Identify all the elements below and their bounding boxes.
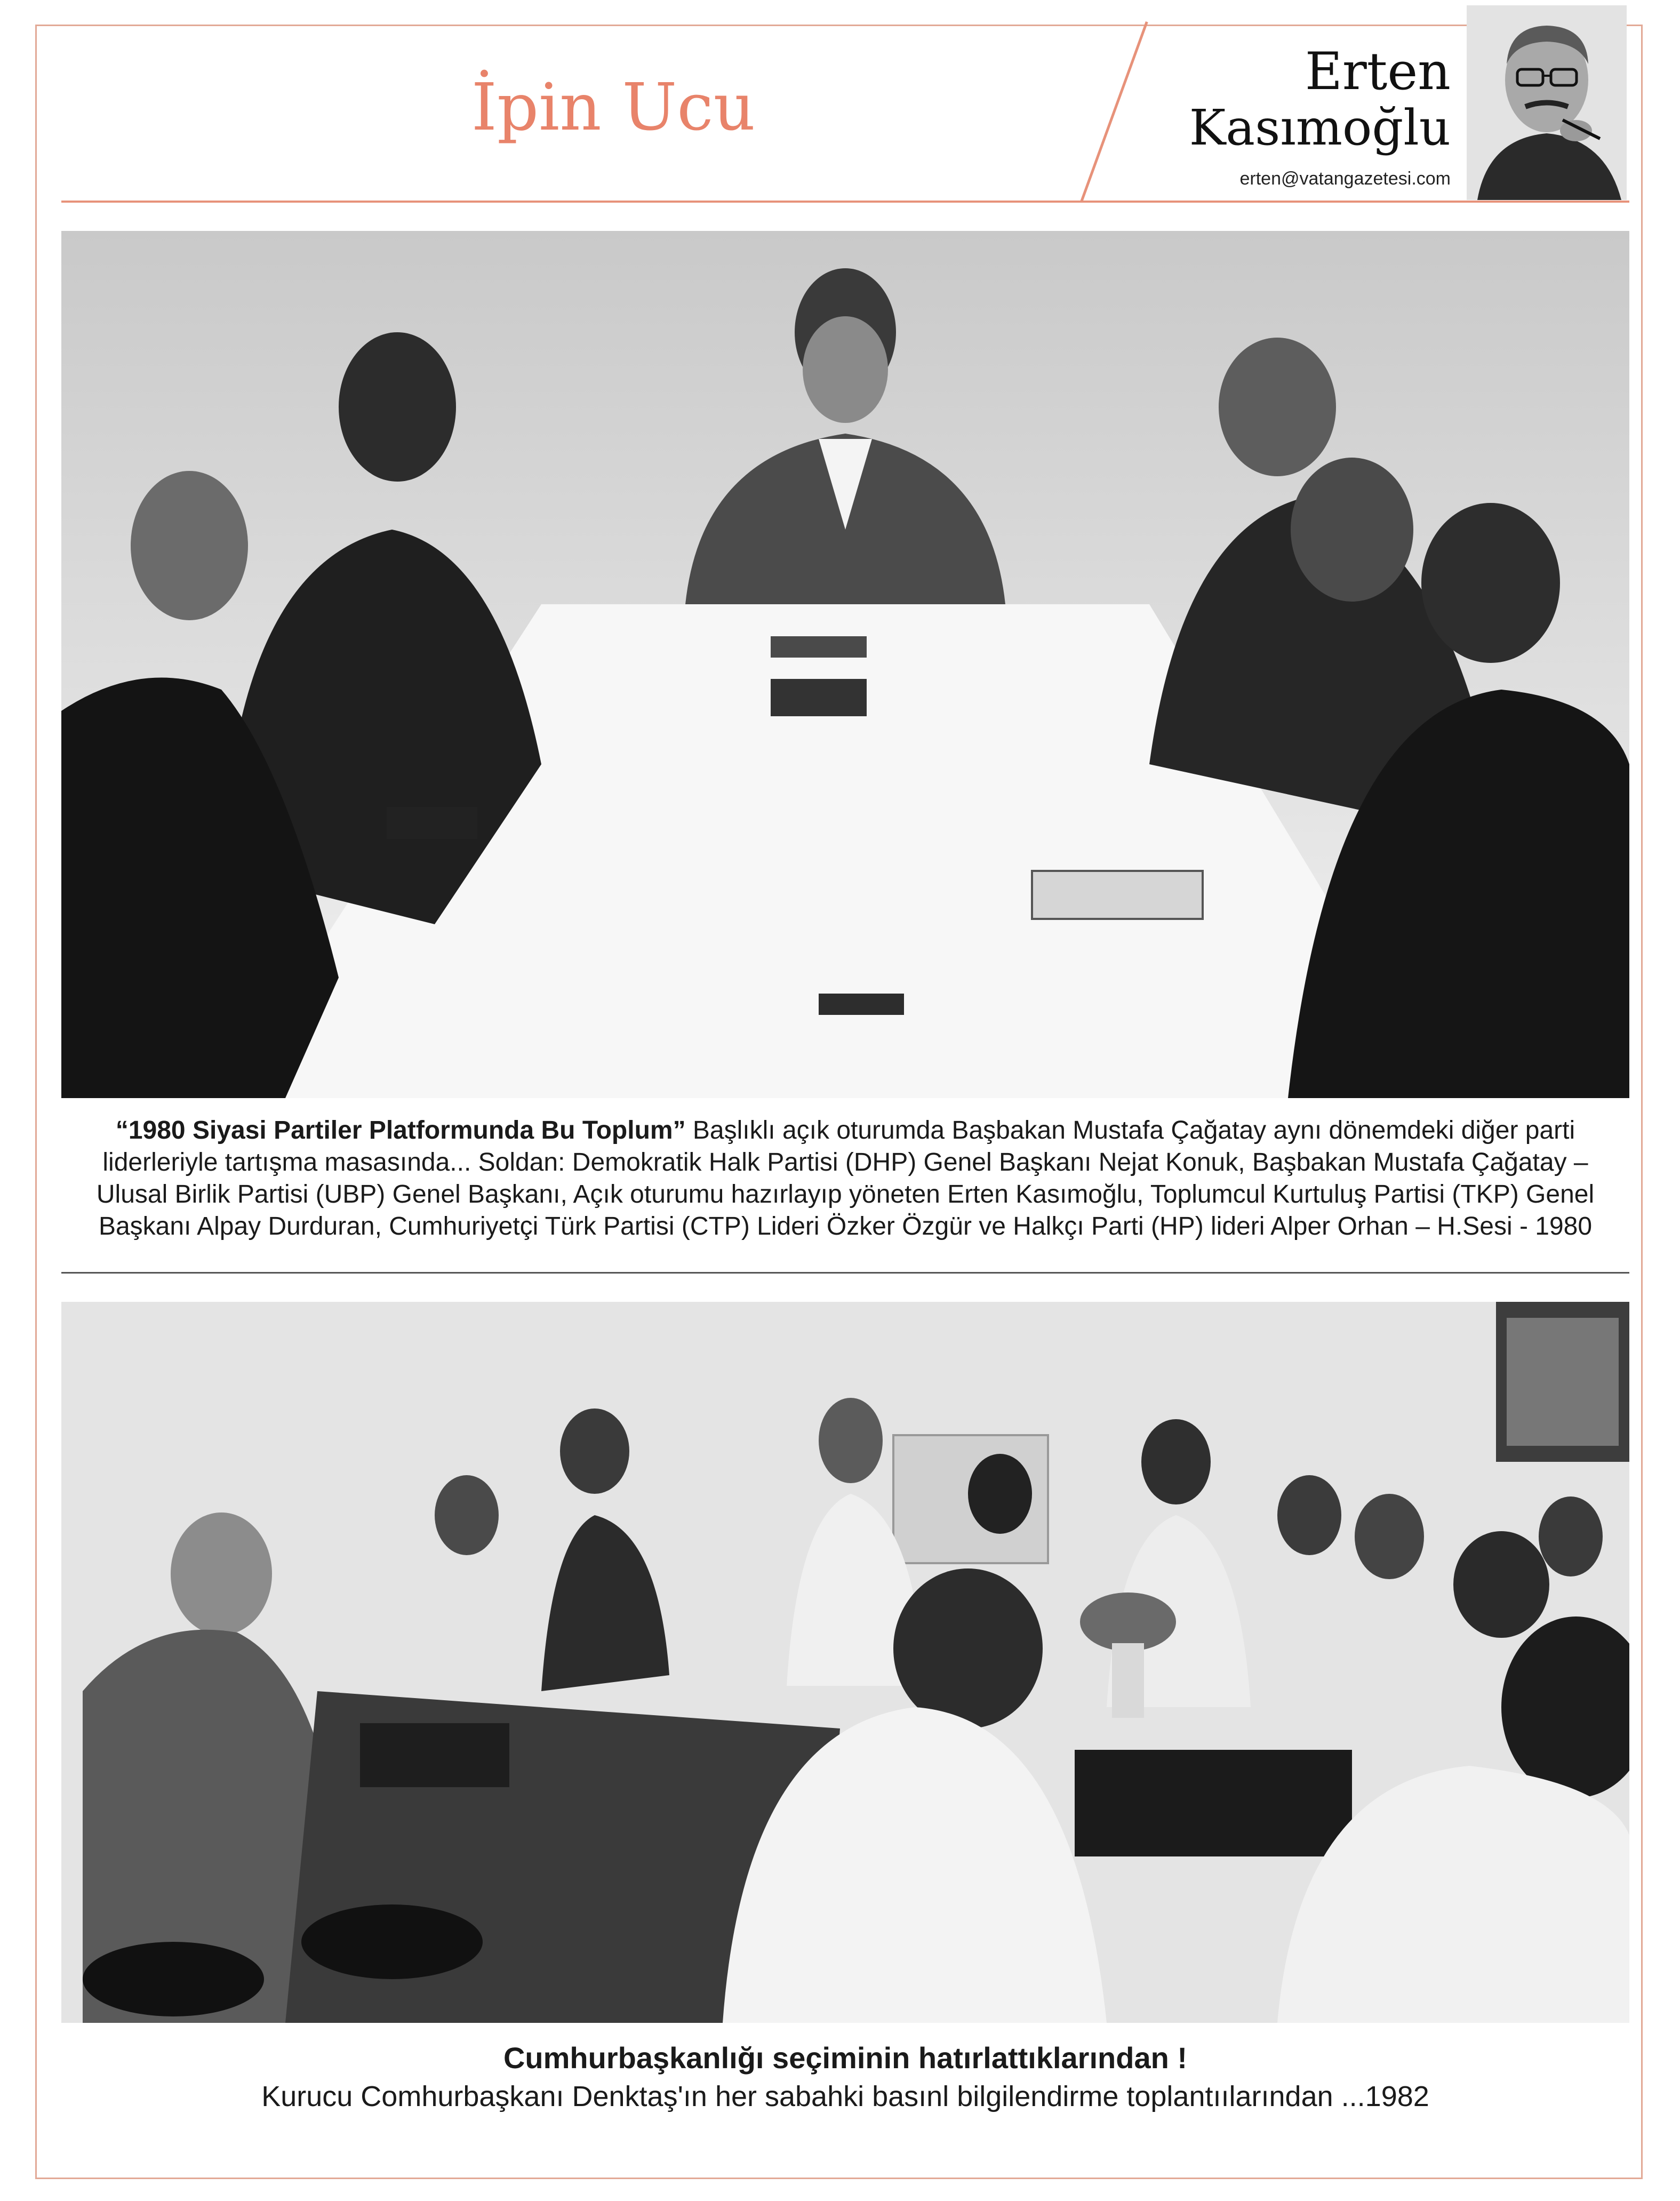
photo-1982-caption-title: Cumhurbaşkanlığı seçiminin hatırlattıklarından ! [503, 2041, 1188, 2075]
author-last-name: Kasımoğlu [1189, 99, 1451, 156]
author-portrait [1467, 5, 1627, 200]
author-email: erten@vatangazetesi.com [1239, 169, 1451, 189]
photo-1982-caption-text: Kurucu Comhurbaşkanı Denktaş'ın her sabahki basınl bilgilendirme toplantıılarından ...1982 [261, 2080, 1429, 2112]
caption-body: Başlıklı açık oturumda Başbakan Mustafa Çağatay aynı dönemdeki diğer parti liderleriyle tartışma masasında... Soldan: Demokratik Halk Partisi (DHP) Genel Başkanı Nejat Konuk, Başbakan Mustafa Çağatay – Ulusal Birlik Partisi (UBP) Genel Başkanı, Açık oturumu hazırlayıp yöneten Erten Kasımoğlu, Toplumcul Kurtuluş Partisi (TKP) Genel Başkanı Alpay Durduran, Cumhuriyetçi Türk Partisi (CTP) Lideri Özker Özgür ve Halkçı Parti (HP) lideri Alper Orhan – H.Sesi - 1980 [96, 1116, 1595, 1240]
section-divider [61, 1272, 1629, 1274]
photo-1980-drawing [61, 231, 1629, 1098]
portrait-drawing [1467, 5, 1627, 200]
header-rule [61, 201, 1629, 203]
photo-1980-panel-table [61, 231, 1629, 1098]
photo-1980-caption [69, 1115, 1621, 1243]
author-first-name: Erten [1305, 42, 1451, 101]
photo-1982-press-briefing [61, 1302, 1629, 2023]
photo-1982-drawing [61, 1302, 1629, 2023]
caption-lead: “1980 Siyasi Partiler Platformunda Bu Toplum” [115, 1116, 686, 1144]
column-title: İpin Ucu [471, 69, 756, 145]
